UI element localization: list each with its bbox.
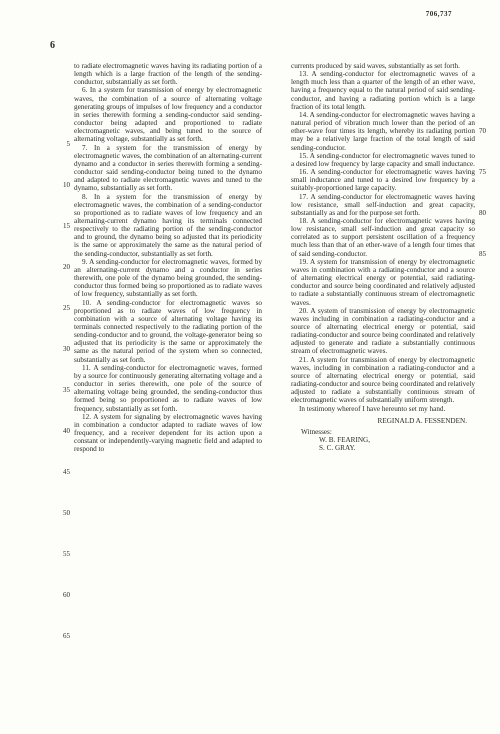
line-number: 20: [63, 263, 70, 271]
claim-paragraph: 11. A sending-conductor for electromagnetic waves, formed by a source for continuously generating alternating voltage and a conductor in series therewith, one pole of the source of alternating voltage being grounded, the sending-conductor thus formed being so proportioned as to radiate waves of low frequency, substantially as set forth.: [74, 363, 262, 413]
line-number: 50: [63, 509, 70, 517]
claim-paragraph: 17. A sending-conductor for electromagnetic waves having low resistance, small self-induction and great capacity, substantially as and for the purpose set forth.: [291, 192, 475, 217]
claim-paragraph: 12. A system for signaling by electromagnetic waves having in combination a conductor adapted to radiate waves of low frequency, and a receiver dependent for its action upon a constant or independently-varying magnetic field and adapted to respond to: [74, 412, 262, 454]
line-number: 35: [63, 386, 70, 394]
line-number: 15: [63, 222, 70, 230]
line-number: 25: [63, 304, 70, 312]
claim-paragraph: 7. In a system for the transmission of energy by electromagnetic waves, the combination of an alternating-current dynamo and a conductor in series therewith forming a sending-conductor said sending-conductor being tuned to the dynamo and adapted to radiate electromagnetic waves and tuned to the dynamo, substantially as set forth.: [74, 143, 262, 193]
witness-name: S. C. GRAY.: [319, 444, 356, 453]
page-number: 6: [50, 40, 55, 51]
line-number: 10: [63, 181, 70, 189]
line-number: 75: [479, 168, 486, 176]
line-number: 5: [66, 140, 70, 148]
claim-paragraph: currents produced by said waves, substantially as set forth.: [291, 62, 460, 70]
witness-name: W. B. FEARING,: [319, 436, 371, 445]
claim-paragraph: 14. A sending-conductor for electromagnetic waves having a natural period of vibration much lower than the period of an ether-wave four times its length, whereby its radiating portion may be a relatively large fraction of the total length of said sending-conductor.: [291, 110, 475, 152]
claim-paragraph: 20. A system of transmission of energy by electromagnetic waves including in combination a radiating-conductor and a source of alternating electrical energy or potential, said radiating-conductor and source being coordinated and relatively adjusted to generate and radiate a substantially continuous stream of electromagnetic waves.: [291, 306, 476, 356]
claim-paragraph: 19. A system for transmission of energy by electromagnetic waves in combination with a radiating-conductor and a source of alternating electrical energy or potential, said radiating-conductor and source being coordinated and relatively adjusted to radiate a substantially continuous stream of electromagnetic waves.: [291, 257, 475, 307]
claim-paragraph: 15. A sending-conductor for electromagnetic waves tuned to a desired low frequency by large capacity and small inductance.: [291, 151, 475, 168]
claim-paragraph: 13. A sending-conductor for electromagnetic waves of a length much less than a quarter of the length of an ether wave, having a frequency equal to the natural period of said sending-conductor, and having a radiating portion which is a large fraction of its total length.: [291, 70, 475, 111]
claim-paragraph: 8. In a system for the transmission of energy by electromagnetic waves, the combination of a sending-conductor so proportioned as to radiate waves of low frequency and an alternating-current dynamo having its terminals connected respectively to the radiating portion of the sending-conductor and to ground, the dynamo being so adjusted that its periodicity is the same or approximately the same as the natural period of the sending-conductor, substantially as set forth.: [74, 192, 262, 258]
line-number: 40: [63, 427, 70, 435]
patent-number: 706,737: [425, 10, 452, 18]
line-number: 65: [63, 632, 70, 640]
right-column: [291, 62, 475, 452]
left-column: [74, 62, 262, 454]
claim-paragraph: 9. A sending-conductor for electromagnetic waves, formed by an alternating-current dynamo and a conductor in series therewith, one pole of the dynamo being grounded, the sending-conductor thus formed being so proportioned as to radiate waves of low frequency, substantially as set forth.: [74, 257, 262, 299]
line-number: 30: [63, 345, 70, 353]
line-number: 55: [63, 550, 70, 558]
claim-paragraph: 10. A sending-conductor for electromagnetic waves so proportioned as to radiate waves of low frequency in combination with a source of alternating voltage having its terminals connected respectively to the radiating portion of the sending-conductor and to ground, the voltage-generator being so adjusted that its periodicity is the same or approximately the same as the natural period of the system when so connected, substantially as set forth.: [74, 298, 262, 364]
claim-paragraph: 6. In a system for transmission of energy by electromagnetic waves, the combination of a source of alternating voltage generating groups of impulses of low frequency and a conductor in series therewith forming a sending-conductor said sending-conductor being adapted and proportioned to radiate electromagnetic waves, and being tuned to the source of alternating voltage, substantially as set forth.: [74, 86, 262, 144]
claim-paragraph: 18. A sending-conductor for electromagnetic waves having low resistance, small self-induction and great capacity so correlated as to support persistent oscillation of a frequency much less than that of an ether-wave of a length four times that of said sending-conductor.: [291, 216, 475, 258]
line-number: 80: [479, 209, 486, 217]
claim-paragraph: to radiate electromagnetic waves having its radiating portion of a length which is a large fraction of the length of the sending-conductor, substantially as set forth.: [74, 62, 262, 87]
line-number: 85: [479, 250, 486, 258]
line-number: 70: [479, 127, 486, 135]
witnesses-label: Witnesses:: [301, 427, 332, 436]
inventor-signature: REGINALD A. FESSENDEN.: [377, 416, 467, 425]
line-number: 45: [63, 468, 70, 476]
testimony-line: In testimony whereof I have hereunto set my hand.: [299, 404, 446, 413]
claim-paragraph: 16. A sending-conductor for electromagnetic waves having small inductance and tuned to a desired low frequency by a suitably-proportioned large capacity.: [291, 168, 475, 193]
claim-paragraph: 21. A system for transmission of energy by electromagnetic waves, including in combination a radiating-conductor and a source of alternating electrical energy or potential, said radiating-conductor and source being coordinated and relatively adjusted to radiate a substantially continuous stream of electromagnetic waves of substantially uniform strength.: [291, 355, 476, 405]
line-number: 60: [63, 591, 70, 599]
